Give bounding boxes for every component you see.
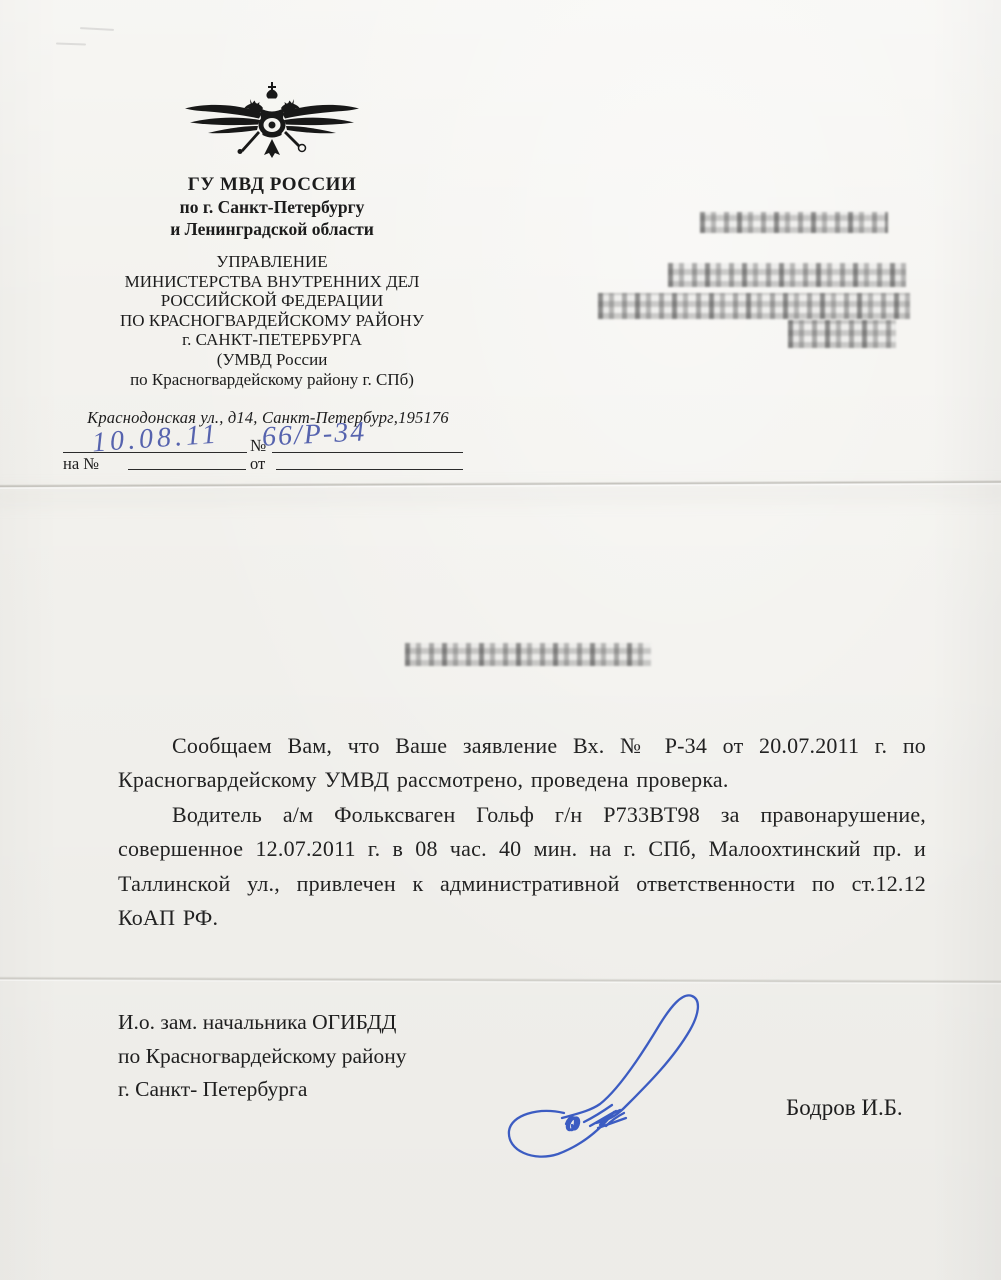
letter-body [118,729,926,935]
letterhead-postal-address: Краснодонская ул., д14, Санкт-Петербург,195176 [87,408,449,427]
org-line: ПО КРАСНОГВАРДЕЙСКОМУ РАЙОНУ [120,310,424,330]
incoming-ref-label: на № [63,454,100,473]
signer-name: Бодров И.Б. [786,1095,903,1120]
org-line: и Ленинградской области [170,219,374,239]
scan-scratch-mark [56,42,86,45]
incoming-date-label: от [250,454,266,473]
number-sign-label: № [250,436,267,455]
handwritten-outgoing-date: 10.08.11 [91,418,221,459]
letterhead-issuing-org [70,252,474,389]
paper-fold-crease [0,480,1001,489]
recipient-address-redacted [788,320,896,348]
body-paragraph: Водитель а/м Фольксваген Гольф г/н Р733ВТ98 за правонарушение, совершенное 12.07.2011 г. в 08 час. 40 мин. на г. СПб, Малоохтинский пр. и Таллинской ул., привлечен к административной ответственности по ст.12.12 КоАП РФ. [118,801,926,931]
org-line: УПРАВЛЕНИЕ [216,252,328,271]
handwritten-signature-icon [502,984,734,1172]
org-line: РОССИЙСКОЙ ФЕДЕРАЦИИ [160,291,384,311]
org-line: по г. Санкт-Петербургу [179,197,365,217]
signer-position-line: г. Санкт- Петербурга [118,1077,308,1101]
signer-position-line: по Красногвардейскому району [118,1043,407,1068]
letterhead-parent-org [70,173,474,240]
addressee-name-redacted [405,643,651,666]
org-line: ГУ МВД РОССИИ [187,174,357,195]
recipient-address-redacted [668,263,906,287]
body-paragraph: Сообщаем Вам, что Ваше заявление Вх. № Р-34 от 20.07.2011 г. по Красногвардейскому УМВД рассмотрено, проведена проверка. [118,733,926,793]
paper-fold-crease [0,976,1001,985]
signer-position-block [118,1006,538,1107]
recipient-address-redacted [598,293,910,319]
org-line: по Красногвардейскому району г. СПб) [130,369,414,389]
handwritten-outgoing-number: 66/Р-34 [261,416,367,453]
org-line: МИНИСТЕРСТВА ВНУТРЕННИХ ДЕЛ [124,271,420,291]
org-line: (УМВД России [216,349,328,369]
scan-scratch-mark [80,27,114,31]
number-fill-line [272,452,463,453]
signer-position-line: И.о. зам. начальника ОГИБДД [118,1010,397,1034]
mvd-double-headed-eagle-icon [182,80,362,178]
recipient-name-redacted [700,212,888,233]
incoming-date-fill-line [276,469,463,470]
org-line: г. САНКТ-ПЕТЕРБУРГА [182,330,362,350]
incoming-ref-fill-line [128,469,246,470]
